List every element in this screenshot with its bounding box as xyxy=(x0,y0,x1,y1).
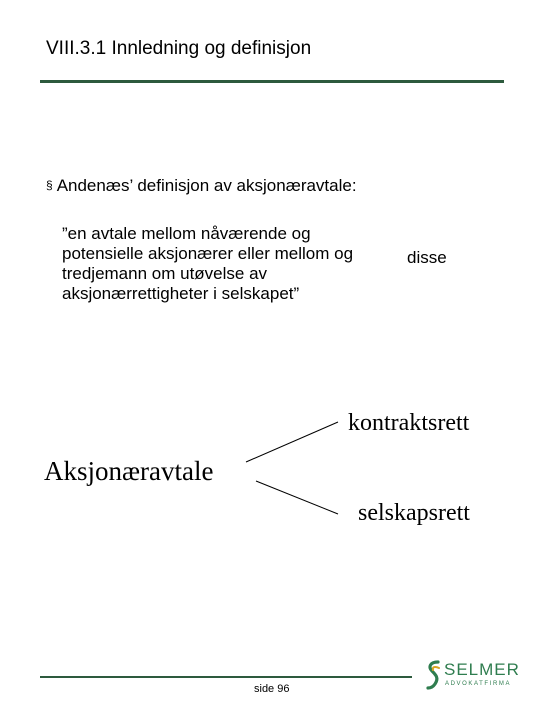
company-logo xyxy=(426,656,520,696)
diagram-root-shareholder-agreement: Aksjonæravtale xyxy=(44,456,214,486)
definition-quote: ”en avtale mellom nåværende og potensielle aksjonærer eller mellom og tredjemann om utøvelse av aksjonærrettigheter i selskapet” xyxy=(62,224,354,303)
logo-subtitle: ADVOKATFIRMA xyxy=(445,681,512,687)
bullet-text: Andenæs’ definisjon av aksjonæravtale: xyxy=(56,176,357,195)
bullet-marker: § xyxy=(46,178,53,192)
footer-divider xyxy=(40,676,412,678)
diagram-branch-company-law: selskapsrett xyxy=(358,500,470,526)
connector-bottom xyxy=(256,481,338,514)
connector-top xyxy=(246,422,338,462)
logo-wordmark: SELMER xyxy=(444,660,520,679)
diagram-branch-contract-law: kontraktsrett xyxy=(348,410,470,436)
definition-quote-extra: disse xyxy=(407,248,447,267)
selmer-s-icon xyxy=(426,658,442,694)
slide-title: VIII.3.1 Innledning og definisjon xyxy=(46,38,312,59)
page-number: side 96 xyxy=(254,683,290,695)
